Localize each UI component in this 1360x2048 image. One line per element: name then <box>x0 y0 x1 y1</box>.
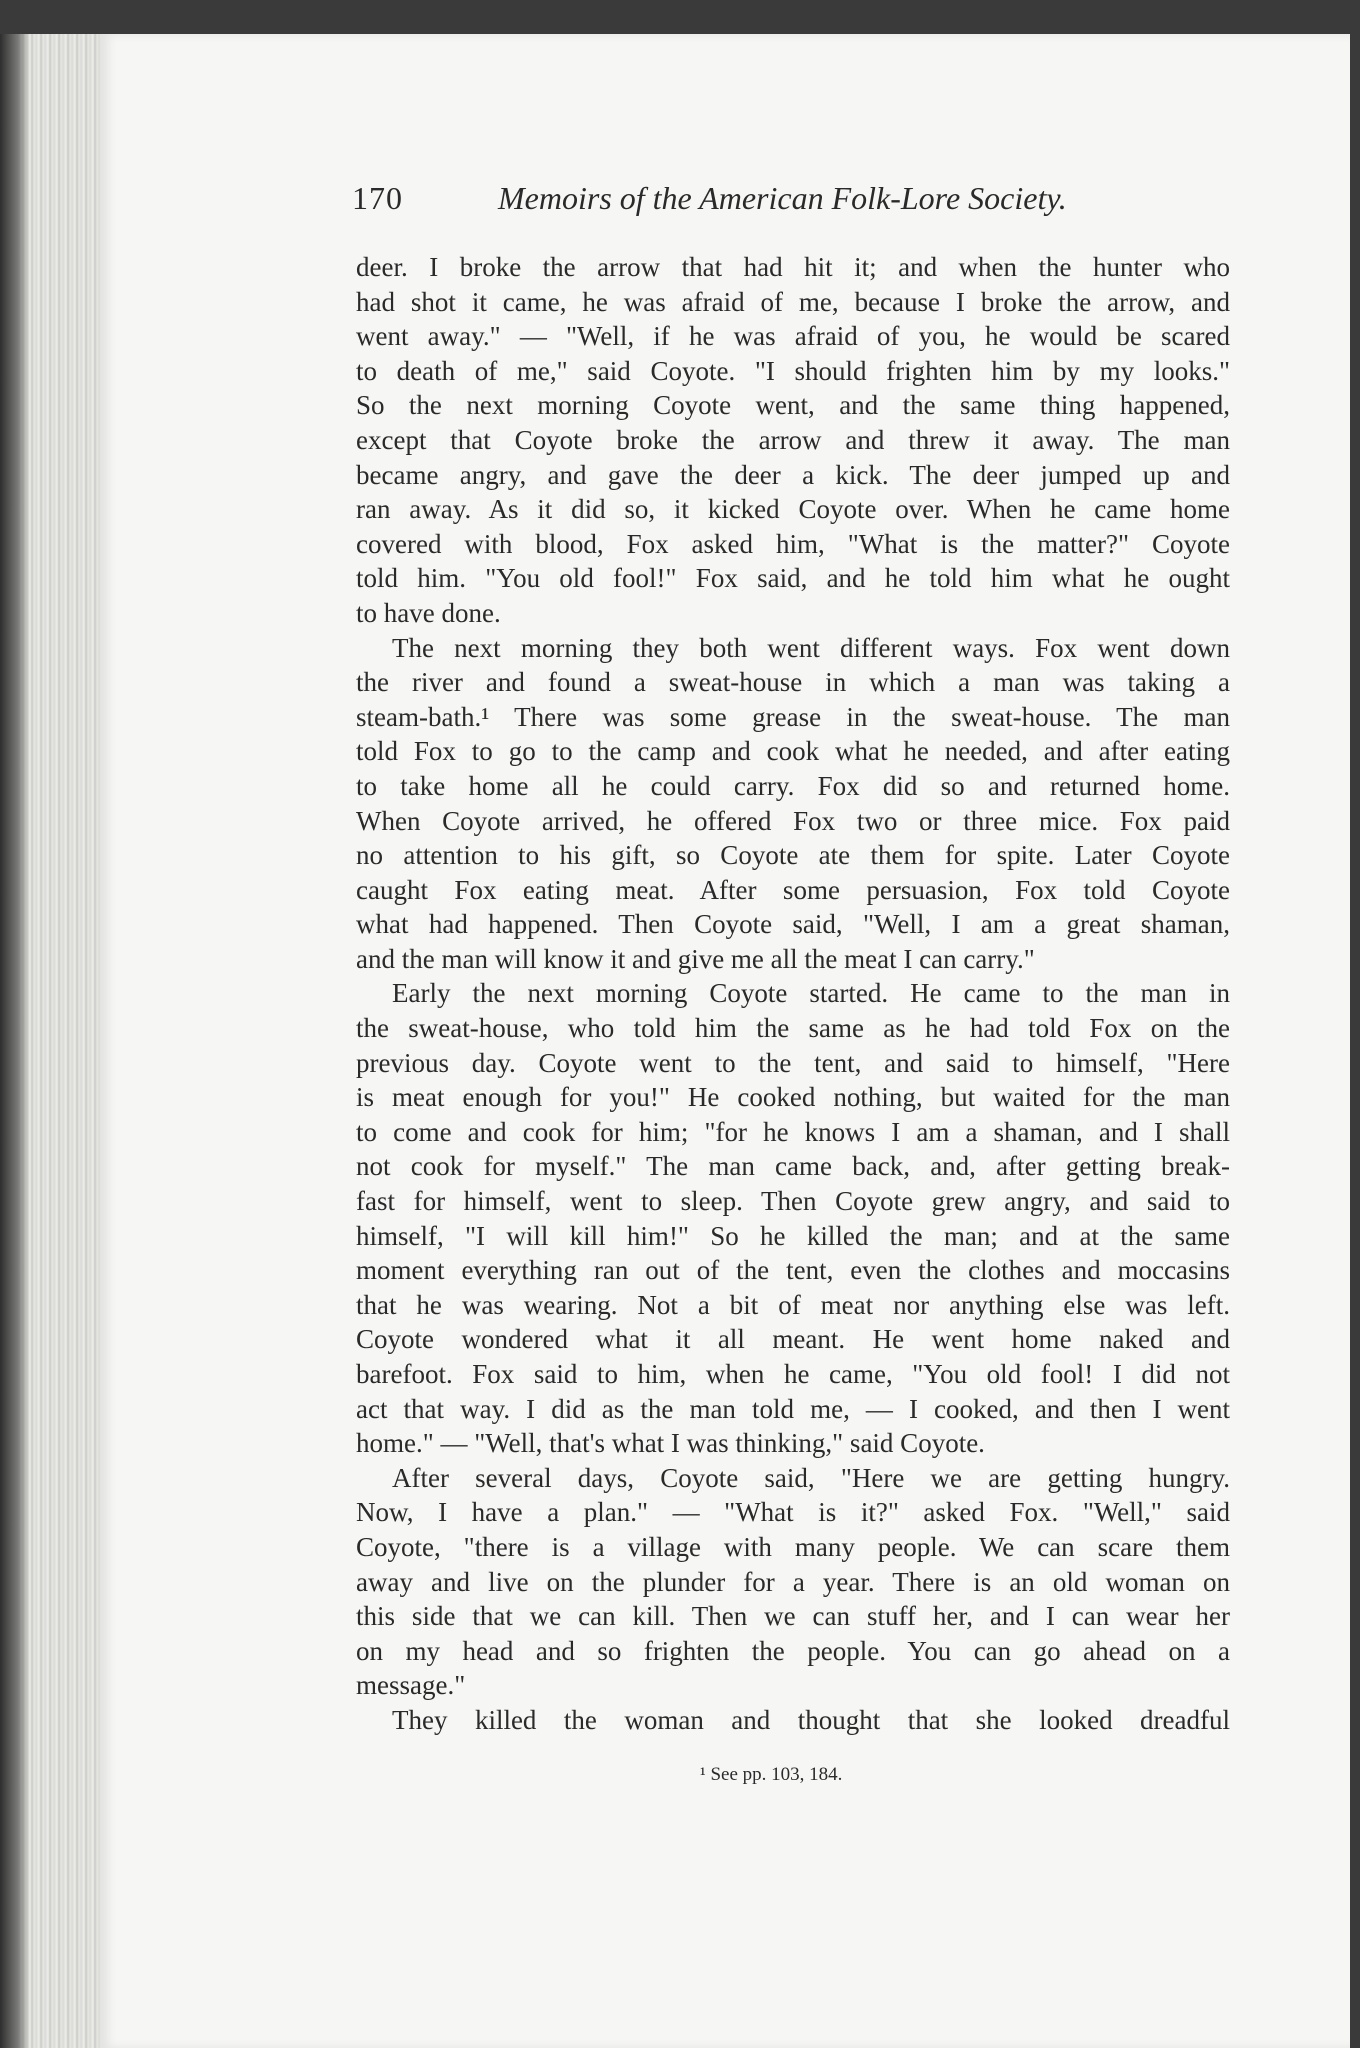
paragraph <box>356 976 1230 1460</box>
text-line: went away." — "Well, if he was afraid of you, he would be scared <box>356 321 1230 352</box>
text-line: The next morning they both went different ways. Fox went down <box>392 632 1230 663</box>
text-line: deer. I broke the arrow that had hit it; and when the hunter who <box>356 252 1230 282</box>
text-line: message." <box>356 1670 466 1701</box>
text-line: When Coyote arrived, he offered Fox two or three mice. Fox paid <box>356 805 1230 836</box>
text-line: covered with blood, Fox asked him, "What is the matter?" Coyote <box>356 528 1230 559</box>
footnote: ¹ See pp. 103, 184. <box>700 1764 843 1785</box>
body-text <box>356 250 1230 1738</box>
text-line: to take home all he could carry. Fox did so and returned home. <box>356 770 1230 801</box>
page-header <box>352 180 1096 230</box>
paragraph <box>356 1703 1230 1738</box>
text-line: home." — "Well, that's what I was thinking," said Coyote. <box>356 1428 985 1459</box>
text-line: Now, I have a plan." — "What is it?" asked Fox. "Well," said <box>356 1497 1230 1528</box>
running-title: Memoirs of the American Folk-Lore Society. <box>498 180 1067 216</box>
page-number: 170 <box>352 180 403 216</box>
text-line: this side that we can kill. Then we can stuff her, and I can wear her <box>356 1601 1230 1632</box>
text-line: told Fox to go to the camp and cook what he needed, and after eating <box>356 736 1230 767</box>
text-line: the river and found a sweat-house in which a man was taking a <box>356 667 1230 698</box>
text-line: They killed the woman and thought that she looked dreadful <box>392 1704 1230 1735</box>
text-line: moment everything ran out of the tent, even the clothes and moccasins <box>356 1255 1230 1286</box>
text-line: to come and cook for him; "for he knows I am a shaman, and I shall <box>356 1116 1230 1147</box>
text-line: previous day. Coyote went to the tent, and said to himself, "Here <box>356 1047 1230 1078</box>
text-line: what had happened. Then Coyote said, "Well, I am a great shaman, <box>356 909 1230 940</box>
text-line: After several days, Coyote said, "Here we are getting hungry. <box>392 1462 1230 1493</box>
text-line: the sweat-house, who told him the same as he had told Fox on the <box>356 1013 1230 1044</box>
text-line: act that way. I did as the man told me, — I cooked, and then I went <box>356 1393 1230 1424</box>
text-line: Coyote, "there is a village with many people. We can scare them <box>356 1531 1230 1562</box>
book-page-edges <box>0 34 100 2048</box>
text-line: barefoot. Fox said to him, when he came, "You old fool! I did not <box>356 1359 1230 1389</box>
text-line: to have done. <box>356 597 501 628</box>
text-line: and the man will know it and give me all the meat I can carry." <box>356 943 1035 974</box>
scan-top-border <box>0 0 1360 34</box>
text-line: no attention to his gift, so Coyote ate them for spite. Later Coyote <box>356 840 1230 871</box>
text-line: ran away. As it did so, it kicked Coyote over. When he came home <box>356 494 1230 525</box>
scan-right-border <box>1350 0 1360 2048</box>
text-line: to death of me," said Coyote. "I should frighten him by my looks." <box>356 355 1230 386</box>
text-line: Early the next morning Coyote started. He came to the man in <box>392 978 1230 1009</box>
text-line: had shot it came, he was afraid of me, because I broke the arrow, and <box>356 286 1230 317</box>
text-line: fast for himself, went to sleep. Then Coyote grew angry, and said to <box>356 1186 1230 1217</box>
paragraph <box>356 250 1230 631</box>
text-line: not cook for myself." The man came back, and, after getting break- <box>356 1151 1230 1182</box>
text-line: that he was wearing. Not a bit of meat nor anything else was left. <box>356 1289 1230 1320</box>
text-line: except that Coyote broke the arrow and threw it away. The man <box>356 424 1230 455</box>
text-line: on my head and so frighten the people. You can go ahead on a <box>356 1635 1230 1666</box>
text-line: told him. "You old fool!" Fox said, and he told him what he ought <box>356 563 1230 594</box>
paragraph <box>356 1461 1230 1703</box>
paragraph <box>356 631 1230 977</box>
text-line: is meat enough for you!" He cooked nothing, but waited for the man <box>356 1082 1230 1113</box>
text-line: became angry, and gave the deer a kick. The deer jumped up and <box>356 459 1230 490</box>
text-line: So the next morning Coyote went, and the same thing happened, <box>356 390 1230 421</box>
text-line: himself, "I will kill him!" So he killed the man; and at the same <box>356 1220 1230 1251</box>
text-line: Coyote wondered what it all meant. He went home naked and <box>356 1324 1230 1355</box>
text-line: steam-bath.¹ There was some grease in the sweat-house. The man <box>356 701 1230 732</box>
text-line: caught Fox eating meat. After some persuasion, Fox told Coyote <box>356 874 1230 905</box>
text-line: away and live on the plunder for a year. There is an old woman on <box>356 1566 1230 1597</box>
